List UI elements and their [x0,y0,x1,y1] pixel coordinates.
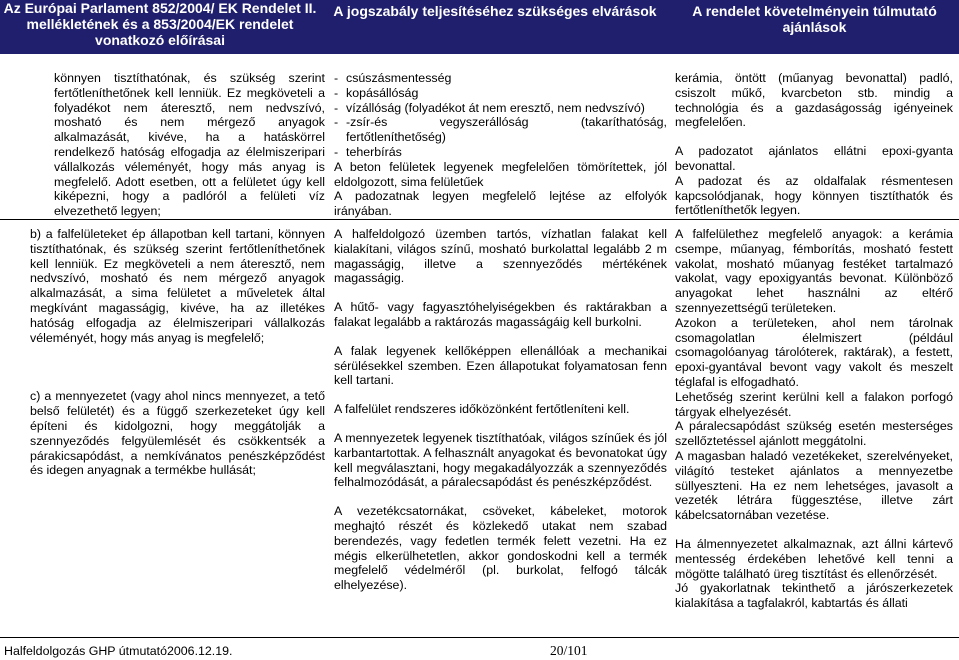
row2-requirements [334,227,667,593]
paragraph: A falfelülethez megfelelő anyagok: a kerámia csempe, műanyag, fémborítás, mosható festett vakolat, mosható műanyag festéket tartalmazó vakolat, vagy epoxigyantás bevonat. Különböző anyagokat lehet használni az eltérő szennyezettségű területeken. [675,227,953,315]
footer-document-title: Halfeldolgozás GHP útmutató2006.12.19. [4,644,233,658]
paragraph: Jó gyakorlatnak tekinthető a járószerkezetek kialakítása a tagfalakról, kabtartás és állati [675,581,953,611]
paragraph: A mennyezetek legyenek tisztíthatóak, világos színűek és jól karbantartottak. A felhasznált anyagokat és bevonatokat úgy kell megválasztani, hogy megakadályozzák a szennyeződés felhalmozódását, a páralecsapódást és penészképződést. [334,430,667,490]
paragraph: A páralecsapódást szükség esetén mesterséges szellőztetéssel ajánlott meggátolni. [675,419,953,449]
paragraph: A padozatnak legyen megfelelő lejtése az elfolyók irányában. [334,189,667,219]
footer-divider [0,637,959,638]
paragraph: A halfeldolgozó üzemben tartós, vízhatlan falakat kell kialakítani, világos színű, mosható burkolattal legalább 2 m magasságig, illetve a szennyeződés mértékének magasságig. [334,227,667,286]
header-col-requirements: A jogszabály teljesítéséhez szükséges elvárások [333,3,657,19]
paragraph: b) a falfelületeket ép állapotban kell tartani, könnyen tisztíthatónak, és szükség szerint fertőtleníthetőnek kell lenniük. Ez megköveteli a nem áteresztő, nem nedvszívó, mosható és nem mérgező anyagok alkalmazását, a sima felületet a műveletek által megkívánt magasságig, kivéve, ha az illetékes hatóság elfogadja az élelmiszeripari vállalkozás véleményét, hogy más anyag is megfelelő; [30,227,325,345]
header-col-recommendations: A rendelet követelményein túlmutató ajánlások [692,3,937,35]
paragraph: A falfelület rendszeres időközönként fertőtleníteni kell. [334,402,630,417]
paragraph: A beton felületek legyenek megfelelően tömörítettek, jól eldolgozott, sima felületűek [334,159,667,189]
paragraph: A magasban haladó vezetékeket, szerelvényeket, világító testeket ajánlatos a mennyezetbe süllyeszteni. Ha ez nem lehetséges, javasolt a vezeték létrára függesztése, illetve zárt kábelcsatornában vezetése. [675,448,953,523]
row1-recommendations [675,71,953,218]
list-item: - csúszásmentesség [334,71,452,85]
paragraph: A padozat és az oldalfalak résmentesen kapcsolódjanak, hogy könnyen tisztíthatók és fertőtleníthetők legyen. [675,173,953,218]
list-item: - -zsír-és vegyszerállóság (takaríthatóság, fertőtleníthetőség) [334,115,667,145]
row2-recommendations [675,227,953,611]
paragraph: A hűtő- vagy fagyasztóhelyiségekben és raktárakban a falakat legalább a raktározás magasságáig kell burkolni. [334,300,667,329]
paragraph: kerámia, öntött (műanyag bevonattal) padló, csiszolt műkő, kvarcbeton stb. mindig a technológia és a gazdaságosság igényeinek megfelelően. [675,71,953,130]
list-item: - teherbírás [334,144,402,159]
table-header [0,0,959,54]
row2-regulation [30,227,325,478]
paragraph: könnyen tisztíthatónak, és szükség szerint fertőtleníthetőnek kell lenniük. Ez megköveteli a folyadékot nem áteresztő, nem nedvszívó, mosható és nem mérgező anyagok alkalmazását, kivéve, ha a hatáskörrel rendelkező hatóság elfogadja az élelmiszeripari vállalkozás véleményét, hogy más anyag is megfelelő. Adott esetben, ott a felületet úgy kell kiképezni, hogy a padlóról a felületi víz elvezethető legyen; [54,71,325,219]
paragraph: Lehetőség szerint kerülni kell a falakon porfogó tárgyak elhelyezését. [675,389,953,419]
paragraph: Azokon a területeken, ahol nem tárolnak csomagolatlan élelmiszert (például csomagolóanyag tárolóterek, raktárak), a festett, epoxi-gyantával bevont vagy vakolt és meszelt téglafal is elfogadható. [675,315,953,389]
header-col-regulation: Az Európai Parlament 852/2004/ EK Rendelet II. mellékletének és a 853/2004/EK rendelet vonatkozó előírásai [3,0,317,48]
paragraph: Ha álmennyezetet alkalmaznak, azt állni kártevő mentesség érdekében lehetővé kell tenni a mögötte található üreg tisztítást és ellenőrzését. [675,536,953,581]
paragraph: A falak legyenek kellőképpen ellenállóak a mechanikai sérülésekkel szemben. Ezen állapotukat folyamatosan fenn kell tartani. [334,343,667,388]
paragraph: A padozatot ajánlatos ellátni epoxi-gyanta bevonattal. [675,144,953,173]
paragraph: A vezetékcsatornákat, csöveket, kábeleket, motorok meghajtó részét és közlekedő utakat nem szabad berendezés, vagy fedetlen termék felett vezetni. Ha ez mégis elkerülhetetlen, akkor gondoskodni kell a termék megfelelő védelméről (pl. burkolat, felfogó tálcák elhelyezése). [334,504,667,593]
row-divider [0,219,959,220]
page-number: 20/101 [550,643,588,658]
list-item: - kopásállóság [334,85,419,100]
row1-regulation [54,71,325,219]
paragraph: c) a mennyezetet (vagy ahol nincs mennyezet, a tető belső felületét) és a függő szerkezeteket úgy kell építeni és kidolgozni, hogy meggátolják a szennyeződés felgyülemlését és csökkentsék a párakicsapódást, a nemkívánatos penészképződést és idegen anyagnak a termékbe hullását; [30,389,325,478]
row1-requirements [334,71,667,219]
list-item: - vízállóság (folyadékot át nem eresztő, nem nedvszívó) [334,100,645,115]
